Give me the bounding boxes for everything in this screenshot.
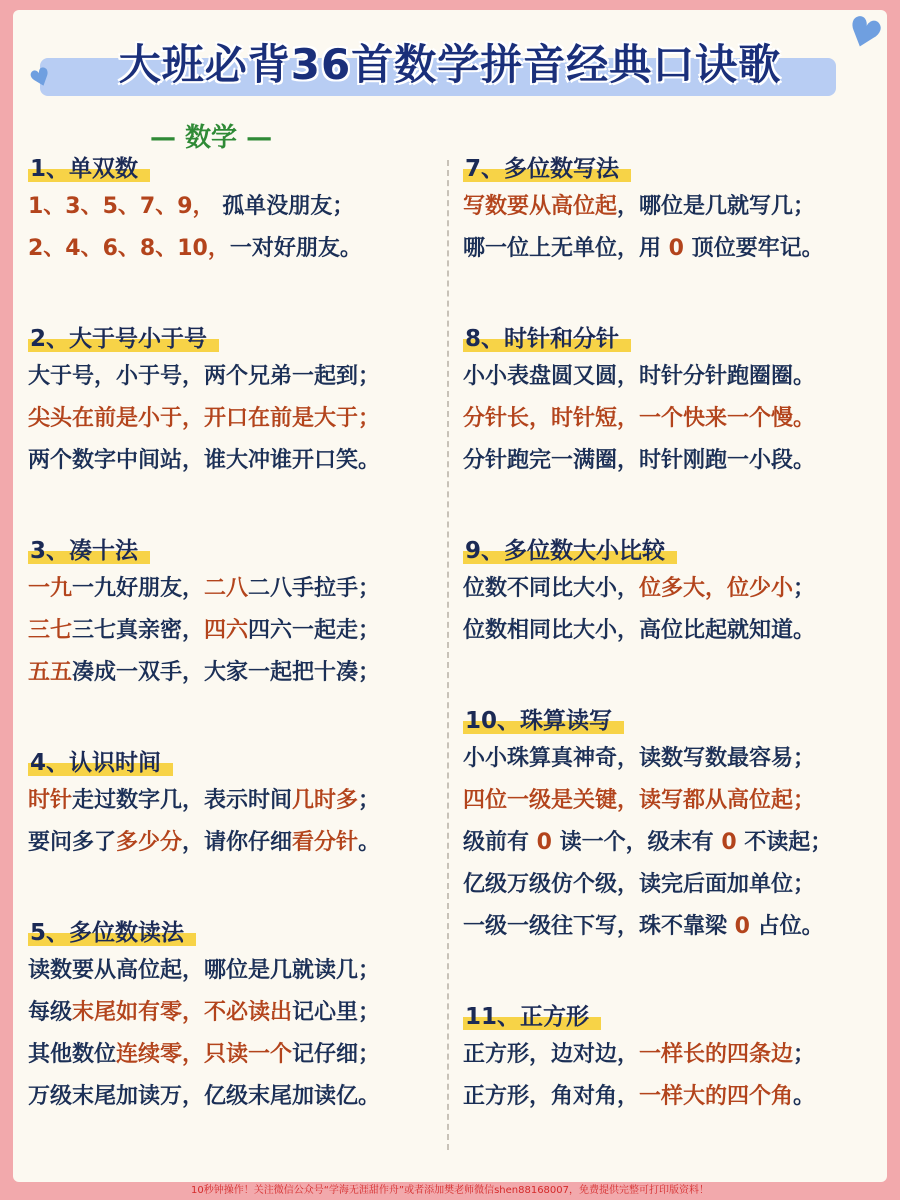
verse-text: ；: [358, 788, 381, 813]
highlighted-text: 写数要从高位起: [463, 194, 618, 219]
verse-text: 四六一起走；: [248, 618, 381, 643]
verse-line: [28, 1034, 380, 1076]
verse-text: 读数要从高位起，哪位是几就读几；: [28, 958, 381, 983]
highlighted-text: 1、3、5、7、9，: [28, 194, 215, 219]
verse-text: 。: [793, 1084, 816, 1109]
section-heading: 5、多位数读法: [28, 916, 188, 950]
section: [28, 322, 380, 482]
verse-text: 。: [358, 830, 381, 855]
verse-line: [28, 950, 380, 992]
section-heading: 7、多位数写法: [463, 152, 623, 186]
verse-text: 读一个，级末有: [551, 830, 722, 855]
verse-text: 正方形，角对角，: [463, 1084, 640, 1109]
highlighted-text: 0: [734, 914, 750, 939]
verse-line: [463, 186, 824, 228]
verse-text: 要问多了: [28, 830, 117, 855]
highlighted-text: 五五: [28, 660, 73, 685]
verse-text: 一对好朋友。: [229, 236, 362, 261]
section: [28, 534, 380, 694]
verse-text: 三七真亲密，: [72, 618, 205, 643]
section-heading: 2、大于号小于号: [28, 322, 211, 356]
section: [28, 916, 380, 1118]
highlighted-text: 位多大，位少小: [639, 576, 794, 601]
verse-text: 不读起；: [736, 830, 833, 855]
section: [463, 704, 832, 948]
verse-text: 位数相同比大小，高位比起就知道。: [463, 618, 816, 643]
verse-line: [463, 822, 832, 864]
highlighted-text: 0: [668, 236, 684, 261]
highlighted-text: 三七: [28, 618, 73, 643]
verse-text: 哪一位上无单位，用: [463, 236, 669, 261]
verse-line: [463, 1034, 815, 1076]
verse-line: [28, 228, 362, 270]
section-heading: 1、单双数: [28, 152, 142, 186]
verse-line: [463, 568, 815, 610]
highlighted-text: 一九: [28, 576, 73, 601]
verse-text: 位数不同比大小，: [463, 576, 640, 601]
highlighted-text: 分针长，时针短，一个快来一个慢。: [463, 406, 816, 431]
verse-line: [28, 440, 380, 482]
verse-text: ；: [793, 1042, 816, 1067]
section: [28, 746, 380, 864]
section: [463, 322, 815, 482]
verse-text: 记仔细；: [292, 1042, 381, 1067]
verse-text: 分针跑完一满圈，时针刚跑一小段。: [463, 448, 816, 473]
verse-line: [463, 610, 815, 652]
verse-line: [28, 186, 362, 228]
verse-text: 小小表盘圆又圆，时针分针跑圈圈。: [463, 364, 816, 389]
highlighted-text: 看分针: [292, 830, 359, 855]
highlighted-text: 四六: [204, 618, 249, 643]
verse-text: ，请你仔细: [182, 830, 293, 855]
heart-icon-right: ♥: [839, 6, 889, 62]
verse-line: [463, 906, 832, 948]
verse-line: [463, 1076, 815, 1118]
verse-line: [463, 356, 815, 398]
verse-text: ，哪位是几就写几；: [617, 194, 816, 219]
verse-line: [28, 822, 380, 864]
verse-line: [28, 780, 380, 822]
verse-text: 万级末尾加读万，亿级末尾加读亿。: [28, 1084, 381, 1109]
verse-text: 一级一级往下写，珠不靠梁: [463, 914, 735, 939]
section: [28, 152, 362, 270]
verse-line: [28, 992, 380, 1034]
verse-text: 记心里；: [292, 1000, 381, 1025]
page-title: 大班必背36首数学拼音经典口诀歌: [118, 40, 782, 89]
verse-text: ；: [793, 576, 816, 601]
verse-line: [28, 652, 380, 694]
highlighted-text: 0: [536, 830, 552, 855]
verse-text: 凑成一双手，大家一起把十凑；: [72, 660, 381, 685]
verse-text: 走过数字几，表示时间: [72, 788, 293, 813]
section-heading: 3、凑十法: [28, 534, 142, 568]
highlighted-text: 一样大的四个角: [639, 1084, 794, 1109]
verse-line: [28, 1076, 380, 1118]
verse-line: [28, 398, 380, 440]
verse-text: 两个数字中间站，谁大冲谁开口笑。: [28, 448, 381, 473]
verse-text: 每级: [28, 1000, 73, 1025]
highlighted-text: 几时多: [292, 788, 359, 813]
section: [463, 152, 824, 270]
verse-text: 顶位要牢记。: [683, 236, 824, 261]
section-heading: 8、时针和分针: [463, 322, 623, 356]
verse-text: 其他数位: [28, 1042, 117, 1067]
verse-text: 亿级万级仿个级，读完后面加单位；: [463, 872, 816, 897]
verse-line: [28, 568, 380, 610]
footer-note: 10秒钟操作！关注微信公众号“学海无涯甜作舟”或者添加樊老师微信shen88168007，免费提供完整可打印版资料！: [190, 1185, 710, 1196]
highlighted-text: 四位一级是关键，读写都从高位起；: [463, 788, 816, 813]
section: [463, 534, 815, 652]
section: [463, 1000, 815, 1118]
highlighted-text: 末尾如有零，不必读出: [72, 1000, 293, 1025]
section-heading: 4、认识时间: [28, 746, 165, 780]
verse-text: 孤单没朋友；: [214, 194, 355, 219]
verse-text: 小小珠算真神奇，读数写数最容易；: [463, 746, 816, 771]
highlighted-text: 尖头在前是小于，开口在前是大于；: [28, 406, 381, 431]
verse-line: [463, 864, 832, 906]
verse-text: 占位。: [749, 914, 824, 939]
verse-text: 一九好朋友，: [72, 576, 205, 601]
section-heading: 9、多位数大小比较: [463, 534, 669, 568]
verse-line: [463, 738, 832, 780]
verse-line: [28, 610, 380, 652]
subtitle: — 数学 —: [150, 123, 273, 153]
section-heading: 10、珠算读写: [463, 704, 616, 738]
verse-text: 二八手拉手；: [248, 576, 381, 601]
verse-line: [463, 398, 815, 440]
highlighted-text: 时针: [28, 788, 73, 813]
highlighted-text: 0: [721, 830, 737, 855]
section-heading: 11、正方形: [463, 1000, 593, 1034]
verse-line: [463, 440, 815, 482]
column-divider: [447, 160, 449, 1150]
highlighted-text: 连续零，只读一个: [116, 1042, 293, 1067]
verse-line: [463, 780, 832, 822]
highlighted-text: 二八: [204, 576, 249, 601]
verse-text: 大于号，小于号，两个兄弟一起到；: [28, 364, 381, 389]
verse-line: [28, 356, 380, 398]
verse-text: 正方形，边对边，: [463, 1042, 640, 1067]
heart-icon-left: ♥: [25, 61, 56, 95]
verse-text: 级前有: [463, 830, 537, 855]
verse-line: [463, 228, 824, 270]
highlighted-text: 2、4、6、8、10，: [28, 236, 230, 261]
highlighted-text: 多少分: [116, 830, 183, 855]
highlighted-text: 一样长的四条边: [639, 1042, 794, 1067]
